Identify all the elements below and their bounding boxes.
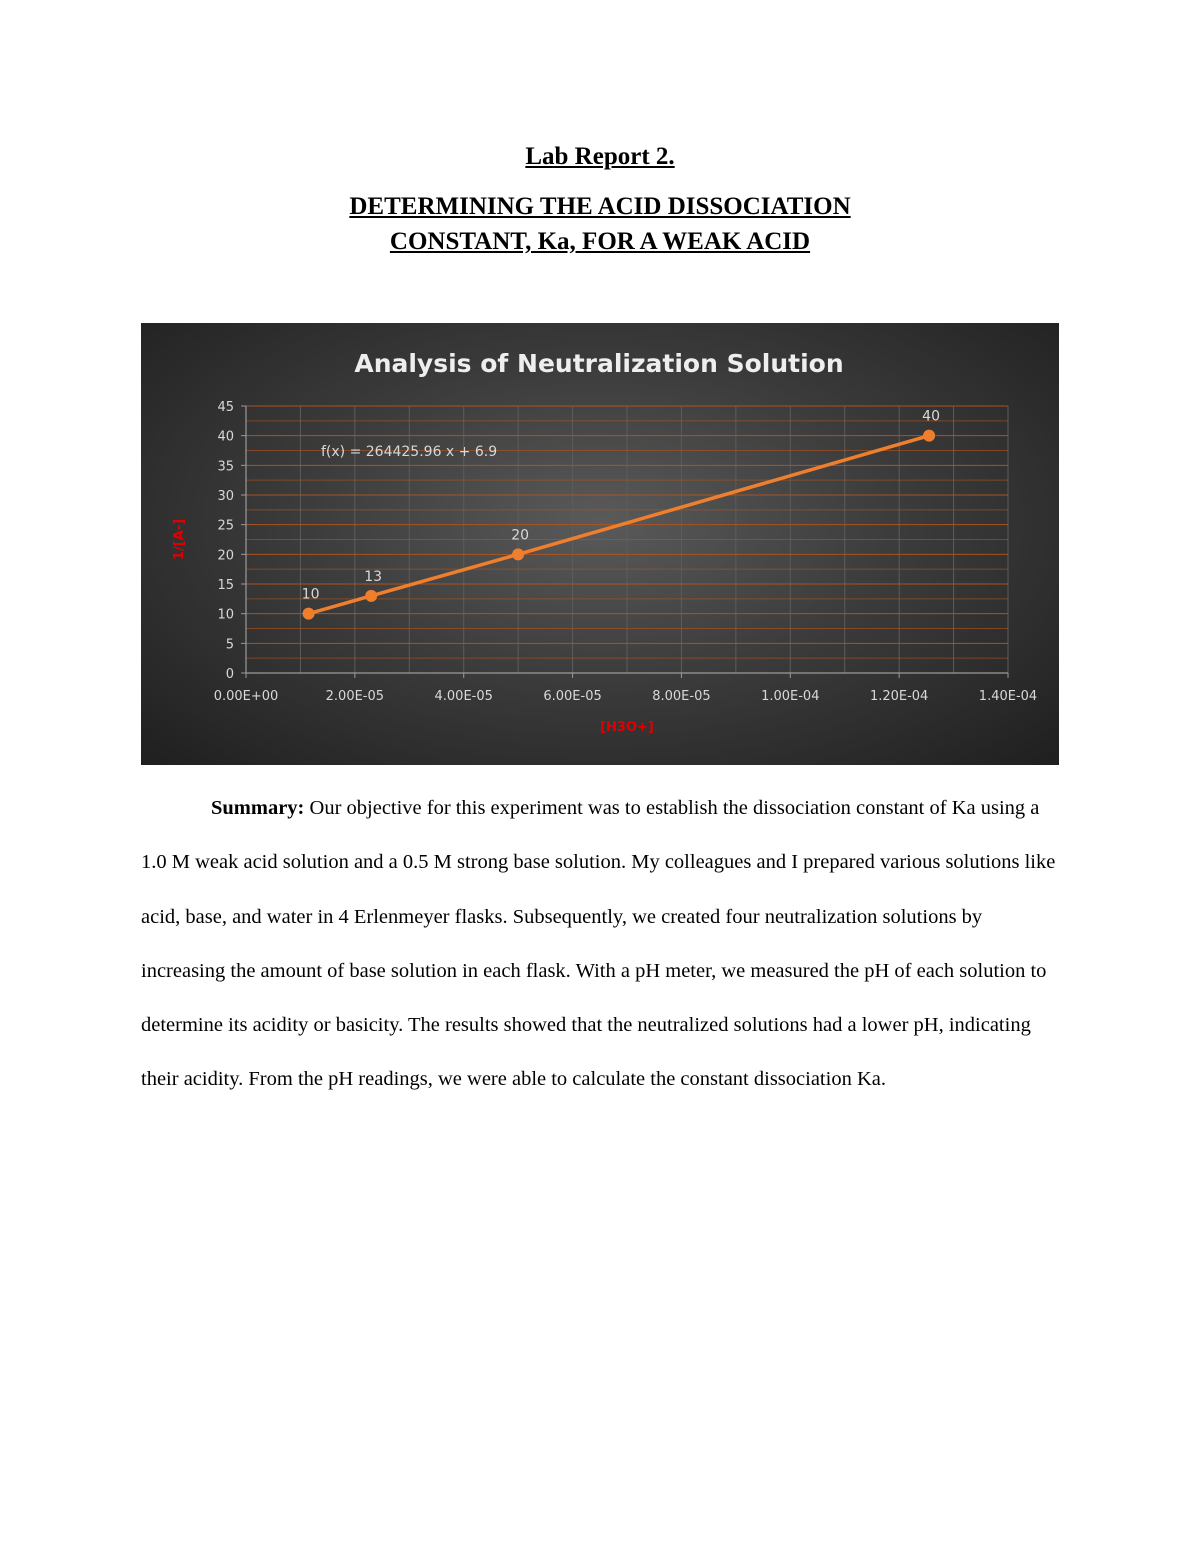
y-tick-label: 20 [217,548,234,564]
y-tick-label: 5 [225,637,234,653]
data-label: 10 [301,586,320,603]
y-tick-label: 45 [217,400,234,415]
summary-text: Our objective for this experiment was to establish the dissociation constant of Ka using a 1.0 M weak acid solution and a 0.5 M strong base solution. My colleagues and I prepared various solutions like acid, base, and water in 4 Erlenmeyer flasks. Subsequently, we created four neutralization solutions by increasing the amount of base solution in each flask. With a pH meter, we measured the pH of each solution to determine its acidity or basicity. The results showed that the neutralized solutions had a lower pH, indicating their acidity. From the pH readings, we were able to calculate the constant dissociation Ka. [141,797,1056,1091]
data-label: 13 [364,568,383,585]
report-subtitle-line-1: DETERMINING THE ACID DISSOCIATION [349,193,851,220]
x-tick-label: 1.20E-04 [869,689,929,704]
x-tick-label: 2.00E-05 [325,689,385,704]
data-label: 40 [922,408,940,425]
x-tick-label: 6.00E-05 [543,689,602,704]
y-tick-label: 25 [217,518,234,534]
data-label: 20 [511,527,530,544]
data-point [512,548,524,560]
chart-container [141,323,1059,765]
report-title: Lab Report 2. [525,143,675,170]
x-tick-label: 8.00E-05 [652,689,711,704]
x-tick-label: 1.40E-04 [978,689,1038,704]
trendline-equation: f(x) = 264425.96 x + 6.9 [321,444,498,460]
x-axis-title: [H3O+] [600,720,654,735]
y-tick-label: 40 [217,429,234,445]
data-point [303,608,315,620]
y-axis-title: 1/[A-] [172,518,187,561]
x-tick-label: 4.00E-05 [434,689,493,704]
chart-svg [141,323,1059,765]
y-tick-label: 0 [225,667,234,682]
chart-title: Analysis of Neutralization Solution [354,349,844,378]
summary-label: Summary: [211,797,305,819]
y-tick-label: 35 [217,459,234,475]
x-tick-label: 1.00E-04 [761,689,820,704]
y-tick-label: 15 [217,578,234,593]
data-point [923,430,935,442]
x-tick-label: 0.00E+00 [213,689,279,704]
y-tick-label: 10 [217,607,234,623]
y-tick-label: 30 [217,489,234,504]
report-subtitle-line-2: CONSTANT, Ka, FOR A WEAK ACID [389,228,811,255]
summary-paragraph [141,781,1061,1107]
data-point [365,590,377,602]
